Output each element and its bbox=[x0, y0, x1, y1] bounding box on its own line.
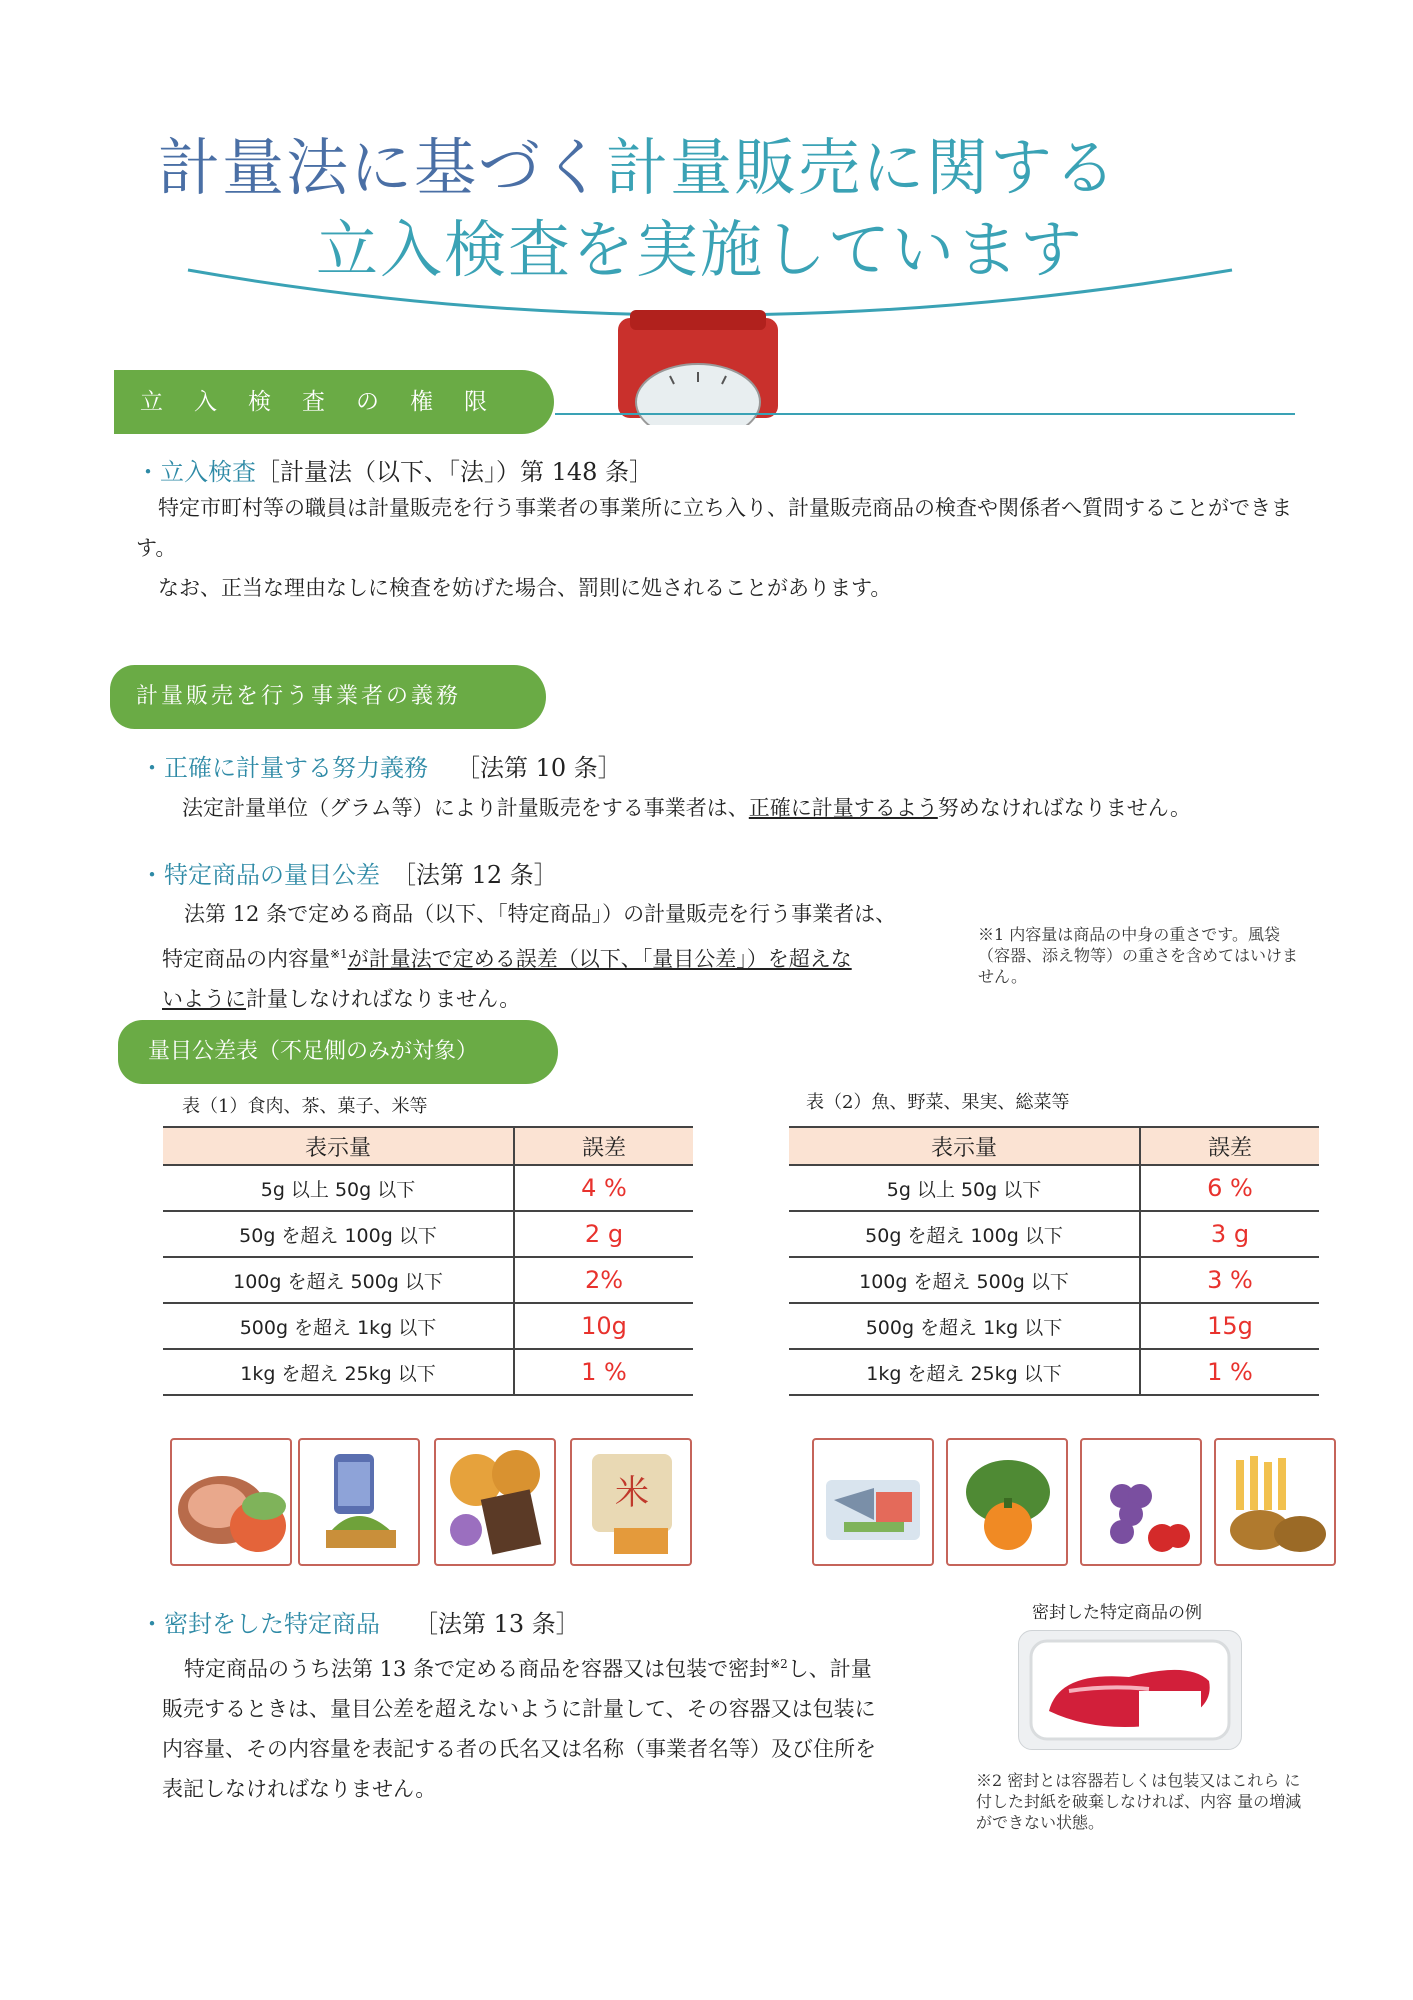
col-amount: 表示量 bbox=[163, 1127, 514, 1165]
tolerance-heading: ・特定商品の量目公差 ［法第 12 条］ bbox=[140, 861, 558, 889]
note-1: ※1 内容量は商品の中身の重さです。風袋（容器、添え物等）の重さを含めてはいけません。 bbox=[978, 925, 1299, 986]
table-row: 50g を超え 100g 以下 3 g bbox=[789, 1211, 1319, 1257]
example-caption: 密封した特定商品の例 bbox=[1032, 1603, 1202, 1623]
table-row: 100g を超え 500g 以下 3 % bbox=[789, 1257, 1319, 1303]
title-part-law: 計量法に基づく bbox=[158, 131, 607, 204]
inspection-penalty-paragraph: なお、正当な理由なしに検査を妨げた場合、罰則に処されることがあります。 bbox=[158, 576, 892, 600]
table1-caption: 表（1）食肉、茶、菓子、米等 bbox=[182, 1096, 428, 1117]
sealed-goods-heading: ・密封をした特定商品 ［法第 13 条］ bbox=[140, 1610, 580, 1638]
title-part-sales: 計量販売に関する bbox=[606, 131, 1119, 204]
tolerance-table-1 bbox=[163, 1126, 693, 1396]
inspection-paragraph: 特定市町村等の職員は計量販売を行う事業者の事業所に立ち入り、計量販売商品の検査や関係者へ質問することができます。 bbox=[136, 496, 1292, 560]
section-pill-business-obligations: 計量販売を行う事業者の義務 bbox=[110, 665, 546, 729]
col-error: 誤差 bbox=[514, 1127, 693, 1165]
accuracy-duty-heading: ・正確に計量する努力義務 ［法第 10 条］ bbox=[140, 754, 622, 782]
col-amount: 表示量 bbox=[789, 1127, 1140, 1165]
table-row: 1kg を超え 25kg 以下 1 % bbox=[789, 1349, 1319, 1395]
inspection-topic: ・立入検査 bbox=[136, 458, 256, 486]
table2-caption: 表（2）魚、野菜、果実、総菜等 bbox=[806, 1092, 1070, 1113]
table-row: 1kg を超え 25kg 以下 1 % bbox=[163, 1349, 693, 1395]
accuracy-duty-text: 法定計量単位（グラム等）により計量販売をする事業者は、正確に計量するよう努めなければなりません。 bbox=[182, 796, 1192, 820]
vegetable-icon bbox=[946, 1438, 1068, 1566]
prepared-food-icon bbox=[1214, 1438, 1336, 1566]
scale-icon bbox=[618, 310, 778, 425]
rice-icon bbox=[570, 1438, 692, 1566]
table-row: 500g を超え 1kg 以下 10g bbox=[163, 1303, 693, 1349]
fruit-icon bbox=[1080, 1438, 1202, 1566]
page-title-line1 bbox=[158, 118, 1118, 207]
tea-icon bbox=[298, 1438, 420, 1566]
table-row: 500g を超え 1kg 以下 15g bbox=[789, 1303, 1319, 1349]
rice-char: 米 bbox=[615, 1473, 649, 1513]
meat-icon bbox=[170, 1438, 292, 1566]
table-row: 5g 以上 50g 以下 4 % bbox=[163, 1165, 693, 1211]
col-error: 誤差 bbox=[1140, 1127, 1319, 1165]
inspection-heading bbox=[136, 452, 653, 487]
tolerance-table-2 bbox=[789, 1126, 1319, 1396]
note-2: ※2 密封とは容器若しくは包装又はこれら に付した封紙を破棄しなければ、内容 量の増減ができない状態。 bbox=[976, 1771, 1302, 1832]
section-pill-tolerance-table: 量目公差表（不足側のみが対象） bbox=[118, 1020, 558, 1084]
table-row: 100g を超え 500g 以下 2% bbox=[163, 1257, 693, 1303]
fish-icon bbox=[812, 1438, 934, 1566]
tolerance-text: 法第 12 条で定める商品（以下、「特定商品」）の計量販売を行う事業者は、 特定商品の内容量$^{※1}$が計量法で定める誤差（以下、「量目公差」）を超えな いように計量しなければなりません。 bbox=[162, 902, 897, 1011]
table-row: 50g を超え 100g 以下 2 g bbox=[163, 1211, 693, 1257]
table-row: 5g 以上 50g 以下 6 % bbox=[789, 1165, 1319, 1211]
inspection-law-ref: ［計量法（以下、「法」）第 148 条］ bbox=[256, 458, 654, 486]
sweets-icon bbox=[434, 1438, 556, 1566]
section-pill-inspection-authority: 立 入 検 査 の 権 限 bbox=[114, 370, 554, 434]
page-title-line2: 立入検査を実施しています bbox=[316, 213, 1085, 286]
sealed-goods-text: 特定商品のうち法第 13 条で定める商品を容器又は包装で密封$^{※2}$し、計量 販売するときは、量目公差を超えないように計量して、その容器又は包装に 内容量、その内容量を表記する者の氏名又は名称（事業者名等）及び住所を 表記しなければなりません。 bbox=[162, 1657, 876, 1801]
sealed-package-image bbox=[1018, 1630, 1242, 1750]
